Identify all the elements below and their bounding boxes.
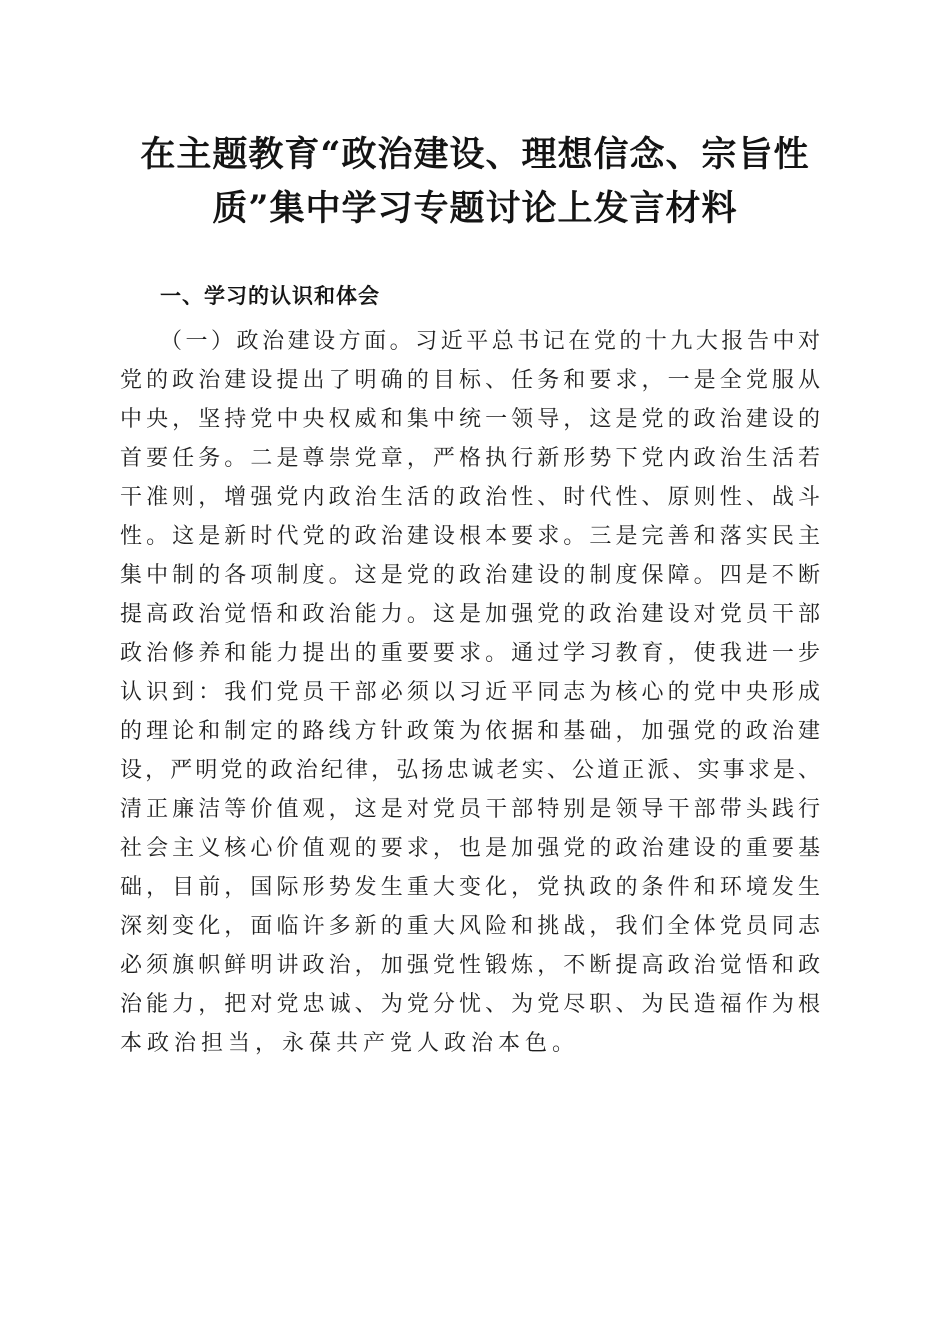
paragraph-line: 清正廉洁等价值观，这是对党员干部特别是领导干部带头践行 (120, 797, 820, 822)
paragraph-line: 础，目前，国际形势发生重大变化，党执政的条件和环境发生 (120, 875, 820, 900)
paragraph-line: 首要任务。二是尊崇党章，严格执行新形势下党内政治生活若 (120, 446, 820, 471)
paragraph-line: 性。这是新时代党的政治建设根本要求。三是完善和落实民主 (120, 524, 820, 549)
title-line-2: 质”集中学习专题讨论上发言材料 (212, 188, 738, 229)
paragraph-line: 认识到：我们党员干部必须以习近平同志为核心的党中央形成 (120, 680, 820, 705)
paragraph-line: 集中制的各项制度。这是党的政治建设的制度保障。四是不断 (120, 563, 820, 588)
paragraph-line: 设，严明党的政治纪律，弘扬忠诚老实、公道正派、实事求是、 (120, 758, 820, 783)
paragraph-line: 提高政治觉悟和政治能力。这是加强党的政治建设对党员干部 (120, 602, 820, 627)
paragraph-line: 社会主义核心价值观的要求，也是加强党的政治建设的重要基 (120, 836, 820, 861)
title-line-1: 在主题教育“政治建设、理想信念、宗旨性 (140, 134, 810, 175)
paragraph-line: 党的政治建设提出了明确的目标、任务和要求，一是全党服从 (120, 368, 820, 393)
paragraph-line: 本政治担当，永葆共产党人政治本色。 (120, 1031, 580, 1056)
paragraph-line: 必须旗帜鲜明讲政治，加强党性锻炼，不断提高政治觉悟和政 (120, 953, 820, 978)
paragraph-line: 治能力，把对党忠诚、为党分忧、为党尽职、为民造福作为根 (120, 992, 820, 1017)
paragraph-line: 中央，坚持党中央权威和集中统一领导，这是党的政治建设的 (120, 407, 820, 432)
paragraph-line: 深刻变化，面临许多新的重大风险和挑战，我们全体党员同志 (120, 914, 820, 939)
document-title (120, 128, 830, 236)
paragraph-line: 干准则，增强党内政治生活的政治性、时代性、原则性、战斗 (120, 485, 820, 510)
paragraph-line: 的理论和制定的路线方针政策为依据和基础，加强党的政治建 (120, 719, 820, 744)
body-paragraph (120, 322, 840, 1063)
paragraph-line: （一）政治建设方面。习近平总书记在党的十九大报告中对 (160, 329, 820, 354)
section-heading: 一、学习的认识和体会 (160, 284, 380, 308)
paragraph-line: 政治修养和能力提出的重要要求。通过学习教育，使我进一步 (120, 641, 820, 666)
